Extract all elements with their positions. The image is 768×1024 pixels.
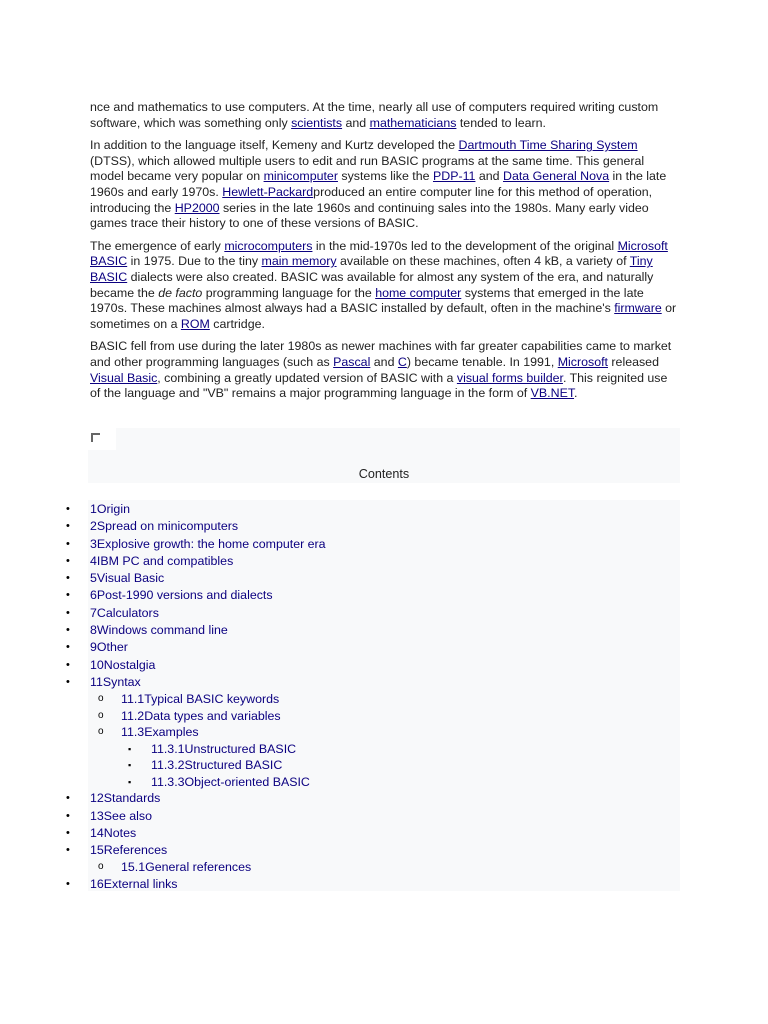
toc-label: Calculators: [96, 605, 159, 620]
toc-number: 11.1: [121, 692, 145, 707]
text-run: produced an entire computer line for this method of operation, introducing the: [90, 184, 653, 215]
inline-link[interactable]: Visual Basic: [90, 370, 158, 385]
toc-link[interactable]: [90, 537, 326, 551]
bullet-icon: •: [66, 537, 70, 550]
text-run: and: [370, 354, 398, 369]
toc-number: 8: [90, 623, 97, 638]
text-run: in the mid-1970s led to the development of the original: [312, 238, 618, 253]
toc-link[interactable]: [90, 588, 273, 602]
toc-number: 3: [90, 536, 97, 551]
inline-link[interactable]: PDP-11: [432, 169, 476, 184]
toc-link[interactable]: [121, 725, 199, 739]
inline-link[interactable]: Microsoft: [557, 354, 608, 369]
toc-label: References: [103, 843, 168, 858]
toc-number: 11.3.1: [151, 741, 185, 756]
bullet-icon: •: [66, 589, 70, 602]
bullet-icon: o: [98, 709, 104, 721]
toc-item[interactable]: [0, 708, 768, 725]
text-run: , combining a greatly updated version of BASIC with a: [157, 370, 457, 385]
toc-number: 4: [90, 553, 97, 568]
toc-item[interactable]: [0, 774, 768, 791]
text-run: or sometimes on a: [90, 301, 677, 331]
inline-link[interactable]: firmware: [614, 301, 662, 316]
toc-number: 11.3.3: [151, 774, 185, 789]
bullet-icon: •: [66, 826, 70, 839]
text-run: in 1975. Due to the tiny: [127, 254, 262, 269]
inline-link[interactable]: mathematicians: [369, 115, 457, 130]
inline-link[interactable]: C: [397, 354, 407, 369]
toc-label: Examples: [144, 725, 199, 740]
bullet-icon: •: [66, 877, 70, 890]
paragraph: [90, 239, 680, 333]
bullet-icon: •: [66, 641, 70, 654]
toc-number: 11.2: [121, 708, 145, 723]
text-run: dialects were also created. BASIC was available for almost any system of the era, and naturally became the: [90, 269, 654, 300]
inline-link[interactable]: ROM: [180, 316, 210, 331]
toc-label: Structured BASIC: [184, 758, 283, 773]
toc-label: Origin: [96, 502, 130, 516]
toc-label: Unstructured BASIC: [184, 741, 297, 756]
toc-number: 11.3.2: [151, 758, 185, 773]
toc-label: Windows command line: [96, 623, 228, 638]
toc-link[interactable]: [121, 709, 281, 723]
text-run: ) became tenable. In 1991,: [406, 354, 558, 369]
toc-link[interactable]: [151, 742, 296, 756]
toc-item[interactable]: [0, 622, 768, 639]
toc-link[interactable]: [90, 675, 141, 689]
toc-number: 15: [90, 843, 104, 858]
toc-number: 6: [90, 588, 97, 603]
text-run: BASIC fell from use during the later 1980s as newer machines with far greater capabilities came to market and other programming languages (such as: [90, 339, 672, 369]
toc-item[interactable]: [0, 825, 768, 842]
toc-item[interactable]: [0, 691, 768, 708]
toc-item[interactable]: [0, 674, 768, 691]
inline-link[interactable]: home computer: [375, 285, 462, 300]
toc-item[interactable]: [0, 518, 768, 535]
toc-item[interactable]: [0, 859, 768, 876]
toc-label: General references: [145, 860, 252, 875]
inline-link[interactable]: Microsoft BASIC: [90, 238, 668, 269]
bullet-icon: •: [66, 658, 70, 671]
toc-label: Data types and variables: [144, 708, 281, 723]
toc-link[interactable]: [90, 826, 136, 840]
text-run: released: [607, 354, 659, 369]
toc-link[interactable]: [90, 623, 228, 637]
toc-item[interactable]: [0, 570, 768, 587]
inline-link[interactable]: visual forms builder: [456, 370, 563, 385]
inline-link[interactable]: Pascal: [333, 354, 371, 369]
bullet-icon: •: [66, 520, 70, 533]
bullet-icon: •: [66, 554, 70, 567]
toc-link[interactable]: [90, 571, 164, 585]
toc-item[interactable]: [0, 657, 768, 674]
inline-link[interactable]: Tiny BASIC: [90, 254, 653, 284]
toc-link[interactable]: [90, 791, 160, 805]
toc-item[interactable]: [0, 876, 768, 893]
toc-label: Notes: [103, 825, 137, 840]
toc-label: External links: [103, 876, 178, 891]
text-run: and: [475, 169, 504, 184]
inline-link[interactable]: HP2000: [174, 200, 220, 215]
bullet-icon: •: [66, 844, 70, 857]
bullet-icon: •: [66, 624, 70, 637]
toc-item[interactable]: [0, 553, 768, 570]
toc-link[interactable]: [121, 860, 251, 874]
text-run: nce and mathematics to use computers. At the time, nearly all use of computers required writing custom software, which was something only: [90, 100, 659, 130]
text-run: series in the late 1960s and continuing sales into the 1980s. Many early video games trace their history to one of these versions of BASIC.: [90, 200, 649, 231]
toc-link[interactable]: [90, 554, 233, 568]
toc-list: [0, 501, 768, 893]
toc-item[interactable]: [0, 842, 768, 859]
bullet-icon: •: [66, 792, 70, 805]
toc-label: Object-oriented BASIC: [184, 774, 310, 789]
toc-link[interactable]: [90, 502, 130, 516]
paragraph: [90, 138, 680, 232]
toc-item[interactable]: [0, 724, 768, 741]
bullet-icon: o: [98, 693, 104, 705]
toc-link[interactable]: [90, 843, 167, 857]
toc-number: 13: [90, 808, 104, 823]
toc-link[interactable]: [90, 640, 128, 654]
toc-item[interactable]: [0, 605, 768, 622]
text-run: systems like the: [337, 169, 433, 184]
toc-number: 11.3: [121, 725, 145, 740]
text-run: in the late 1960s and early 1970s.: [90, 169, 667, 199]
toc-item[interactable]: [0, 808, 768, 825]
toc-number: 14: [90, 825, 104, 840]
toc-label: Nostalgia: [103, 657, 156, 672]
toc-number: 1: [90, 502, 97, 516]
toc-number: 12: [90, 791, 104, 806]
text-run: programming language for the: [202, 285, 376, 300]
text-run: available on these machines, often 4 kB, a variety of: [336, 254, 630, 269]
text-run: The emergence of early: [90, 238, 225, 253]
toc-number: 7: [90, 605, 97, 620]
inline-link[interactable]: Dartmouth Time Sharing System: [458, 138, 638, 153]
text-run: and: [342, 115, 370, 130]
toc-number: 5: [90, 571, 97, 586]
toc-link[interactable]: [90, 519, 238, 533]
toc-link[interactable]: [90, 877, 177, 891]
text-run: In addition to the language itself, Kemeny and Kurtz developed the: [90, 138, 459, 153]
toc-item[interactable]: [0, 741, 768, 758]
toc-label: Post-1990 versions and dialects: [96, 588, 273, 603]
toc-number: 9: [90, 640, 97, 655]
toc-label: Visual Basic: [96, 571, 165, 586]
toc-label: Explosive growth: the home computer era: [96, 536, 326, 551]
bullet-icon: •: [66, 503, 70, 515]
toc-item[interactable]: [0, 790, 768, 807]
bullet-icon: ▪: [128, 760, 132, 771]
toc-label: Syntax: [102, 674, 141, 689]
toc-label: IBM PC and compatibles: [96, 553, 234, 568]
toc-link[interactable]: [90, 809, 152, 823]
text-run: .: [574, 386, 578, 401]
toc-label: Other: [96, 640, 128, 655]
bullet-icon: o: [98, 726, 104, 738]
text-run: systems that emerged in the late 1970s. These machines almost always had a BASIC installed by default, often in the machine's: [90, 285, 644, 316]
bullet-icon: ▪: [128, 743, 132, 754]
bullet-icon: •: [66, 572, 70, 585]
toc-number: 11: [90, 674, 103, 689]
toc-item[interactable]: [0, 587, 768, 604]
emphasis-text: de facto: [158, 285, 203, 300]
inline-link[interactable]: minicomputer: [263, 169, 338, 184]
toc-header: [88, 428, 680, 483]
paragraph: [90, 100, 680, 131]
inline-link[interactable]: scientists: [291, 115, 343, 130]
bullet-icon: o: [98, 861, 104, 873]
bullet-icon: •: [66, 606, 70, 619]
toc-link[interactable]: [151, 775, 310, 789]
bullet-icon: •: [66, 809, 70, 822]
toc-toggle[interactable]: [88, 428, 116, 450]
article-body: [90, 100, 680, 409]
toc-number: 2: [90, 519, 97, 534]
bullet-icon: •: [66, 675, 70, 688]
toc-label: See also: [103, 808, 153, 823]
paragraph: [90, 339, 680, 401]
inline-link[interactable]: main memory: [261, 254, 337, 269]
toc-label: Standards: [103, 791, 161, 806]
inline-link[interactable]: VB.NET: [530, 386, 575, 401]
toc-item[interactable]: [0, 757, 768, 774]
bullet-icon: ▪: [128, 776, 132, 787]
text-run: cartridge.: [209, 316, 265, 331]
toc-item[interactable]: [0, 501, 768, 518]
toc-label: Typical BASIC keywords: [144, 692, 280, 707]
toc-title: Contents: [358, 467, 410, 481]
toc-link[interactable]: [90, 606, 159, 620]
toc-item[interactable]: [0, 639, 768, 656]
toc-label: Spread on minicomputers: [96, 519, 239, 534]
toc-link[interactable]: [121, 692, 279, 706]
text-run: . This reignited use of the language and "VB" remains a major programming language in the form of: [90, 370, 668, 401]
toc-number: 16: [90, 876, 104, 891]
toc-number: 15.1: [121, 860, 146, 875]
text-run: tended to learn.: [456, 115, 546, 130]
toggle-checkbox-icon: [91, 433, 100, 442]
toc-item[interactable]: [0, 536, 768, 553]
inline-link[interactable]: Data General Nova: [503, 169, 610, 184]
toc-link[interactable]: [90, 658, 155, 672]
inline-link[interactable]: Hewlett-Packard: [222, 184, 314, 199]
text-run: (DTSS), which allowed multiple users to edit and run BASIC programs at the same time. This general model became very popular on: [90, 153, 645, 184]
toc-number: 10: [90, 657, 104, 672]
toc-link[interactable]: [151, 758, 282, 772]
inline-link[interactable]: microcomputers: [224, 238, 313, 253]
